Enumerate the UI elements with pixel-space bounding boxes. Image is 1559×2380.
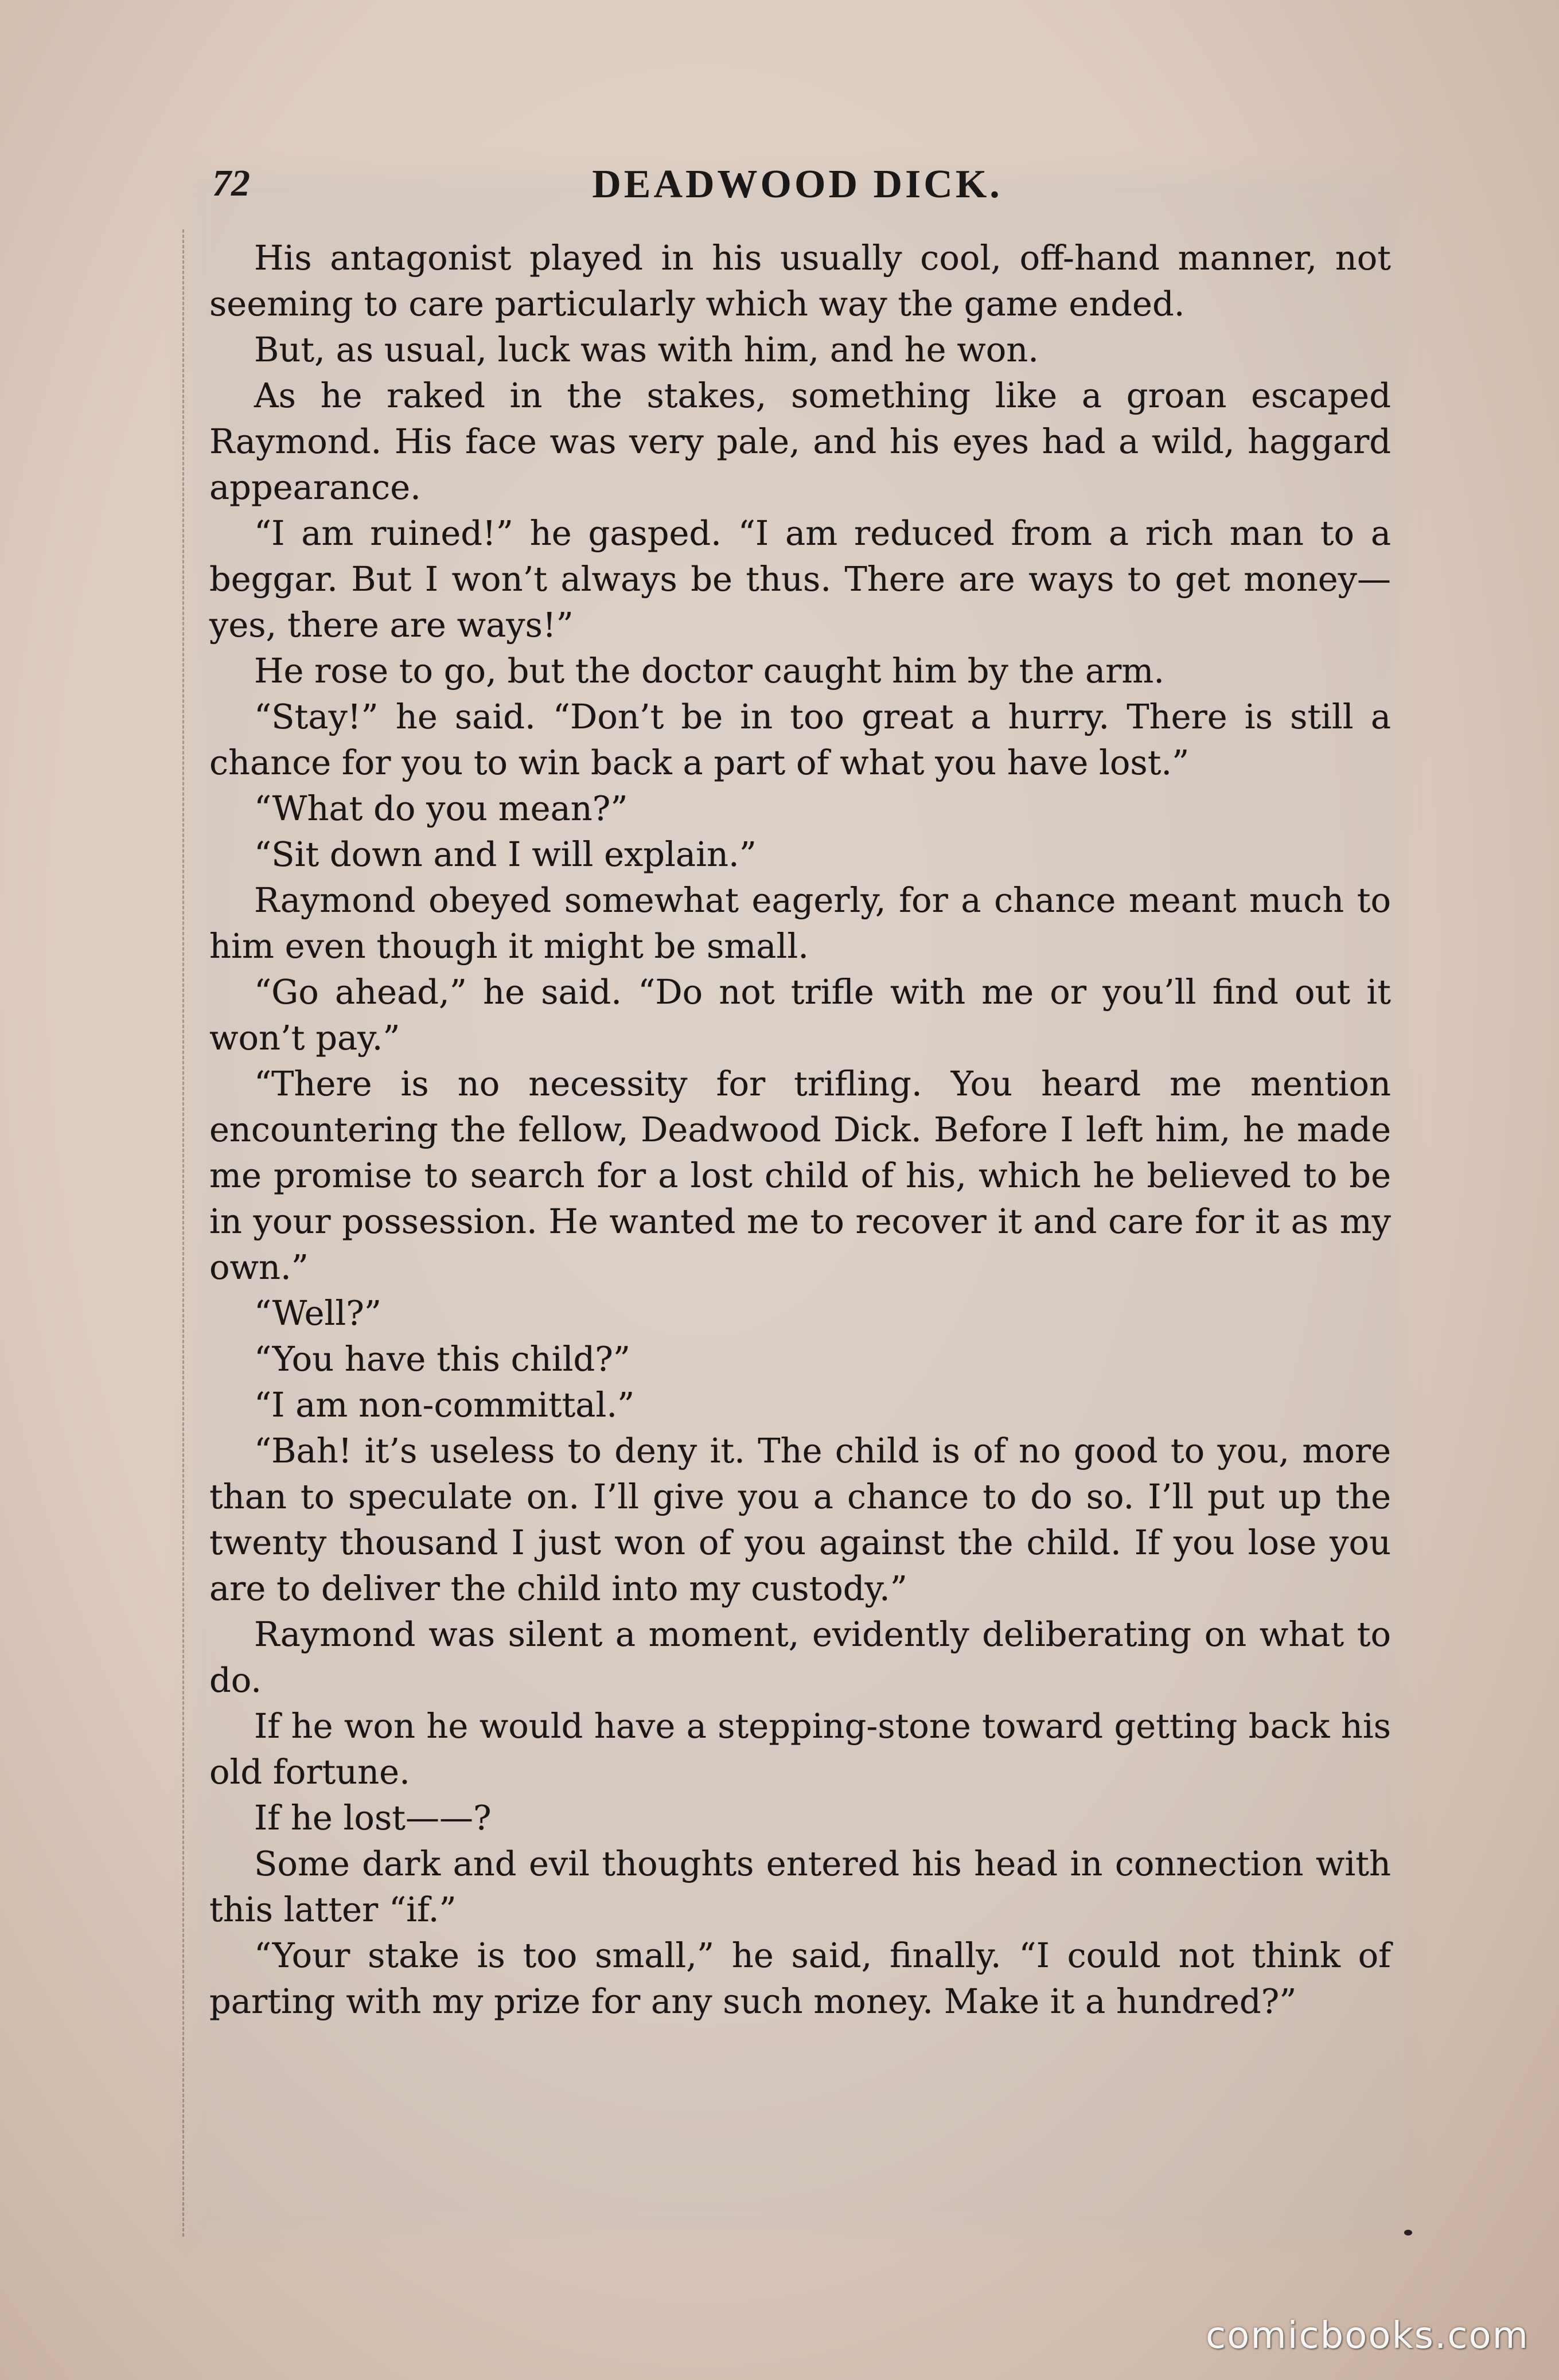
paragraph: Some dark and evil thoughts entered his head in connection with this latter “if.” — [209, 1844, 1391, 1929]
paragraph: “What do you mean?” — [254, 789, 628, 828]
paragraph: Raymond obeyed somewhat eagerly, for a chance meant much to him even though it might be small. — [209, 880, 1391, 966]
paragraph: But, as usual, luck was with him, and he won. — [254, 330, 1039, 369]
paragraph: “Sit down and I will explain.” — [254, 834, 757, 874]
paragraph: Raymond was silent a moment, evidently deliberating on what to do. — [209, 1614, 1391, 1700]
paragraph: “Well?” — [254, 1293, 382, 1333]
paragraph: He rose to go, but the doctor caught him by the arm. — [254, 651, 1165, 690]
paragraph: His antagonist played in his usually cool, off-hand manner, not seeming to care particularly which way the game ended. — [209, 238, 1391, 323]
page-header — [206, 162, 1388, 213]
paragraph: As he raked in the stakes, something like a groan escaped Raymond. His face was very pale, and his eyes had a wild, haggard appearance. — [209, 376, 1391, 507]
show-through-text — [574, 108, 975, 147]
running-head: DEADWOOD DICK. — [592, 162, 1003, 206]
margin-edge-marks — [182, 229, 190, 2237]
page-number: 72 — [212, 162, 250, 204]
paragraph: “You have this child?” — [254, 1339, 631, 1379]
paragraph: “Your stake is too small,” he said, finally. “I could not think of parting with my prize for any such money. Make it a hundred?” — [209, 1936, 1391, 2021]
ink-speck — [1404, 2230, 1412, 2235]
paragraph: If he won he would have a stepping-stone toward getting back his old fortune. — [209, 1706, 1391, 1792]
watermark: comicbooks.com — [1205, 2315, 1529, 2357]
paragraph: If he lost——? — [254, 1798, 492, 1837]
paragraph: “Bah! it’s useless to deny it. The child is of no good to you, more than to speculate on. I’ll give you a chance to do so. I’ll put up the twenty thousand I just won of you against the child. If you lose you are to deliver the child into my custody.” — [209, 1431, 1391, 1608]
paragraph: “I am ruined!” he gasped. “I am reduced from a rich man to a beggar. But I won’t always be thus. There are ways to get money—yes, there are ways!” — [209, 513, 1391, 645]
paragraph: “Stay!” he said. “Don’t be in too great a hurry. There is still a chance for you to win back a part of what you have lost.” — [209, 697, 1391, 782]
paragraph: “Go ahead,” he said. “Do not trifle with me or you’ll find out it won’t pay.” — [209, 972, 1391, 1058]
paragraph: “There is no necessity for trifling. You heard me mention encountering the fellow, Deadwood Dick. Before I left him, he made me promise to search for a lost child of his, which he believed to be in your possession. He wanted me to recover it and care for it as my own.” — [209, 1064, 1391, 1287]
body-text — [209, 235, 1391, 2024]
paragraph: “I am non-committal.” — [254, 1385, 635, 1425]
